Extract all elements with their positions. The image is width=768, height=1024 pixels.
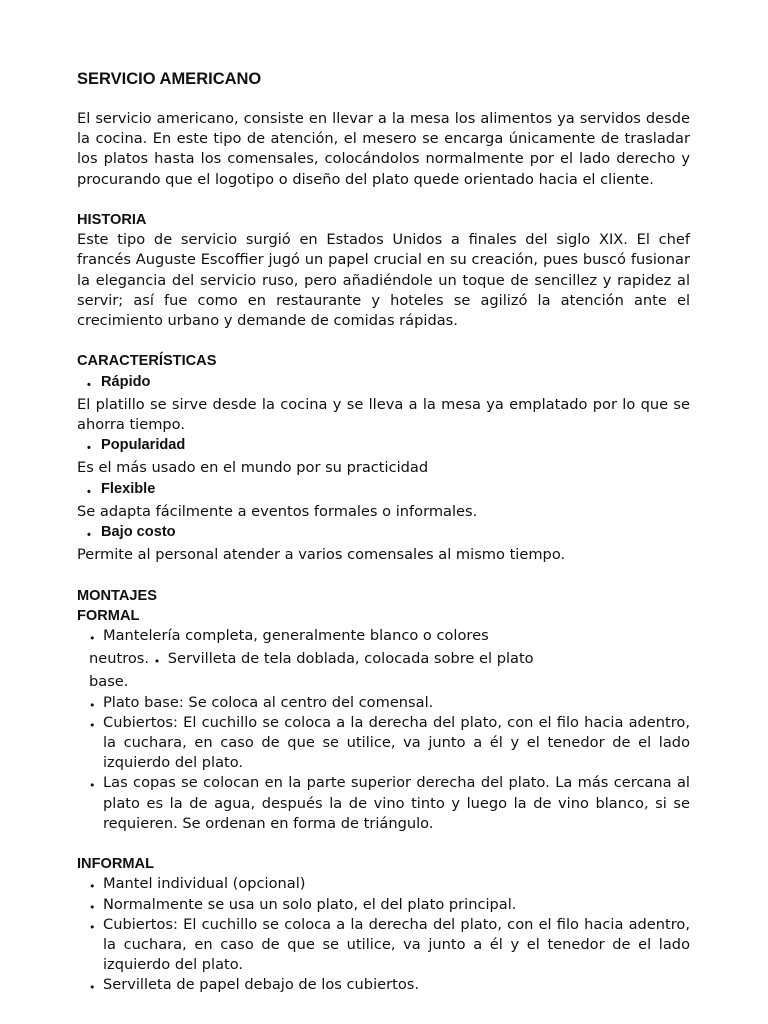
caracteristica-title: • Flexible [77, 479, 690, 502]
list-item: • Plato base: Se coloca al centro del comensal. [77, 693, 690, 713]
list-item: • Normalmente se usa un solo plato, el del plato principal. [77, 895, 690, 915]
caracteristicas-heading: CARACTERÍSTICAS [77, 353, 217, 370]
caracteristica-text: El platillo se sirve desde la cocina y se lleva a la mesa ya emplatado por lo que se ahorra tiempo. [77, 395, 690, 434]
informal-heading: INFORMAL [77, 856, 155, 873]
intro-paragraph: El servicio americano, consiste en llevar a la mesa los alimentos ya servidos desde la cocina. En este tipo de atención, el mesero se encarga únicamente de trasladar los platos hasta los comensales, colocándolos normalmente por el lado derecho y procurando que el logotipo o diseño del plato quede orientado hacia el cliente. [77, 110, 690, 188]
bullet-icon: • [87, 442, 91, 455]
caracteristica-text: Permite al personal atender a varios comensales al mismo tiempo. [77, 546, 566, 564]
list-item: • Cubiertos: El cuchillo se coloca a la derecha del plato, con el filo hacia adentro, la cuchara, en caso de que se utilice, va junto a él y el tenedor de el lado izquierdo del plato. [77, 713, 690, 774]
formal-list [77, 693, 690, 834]
list-item: • Servilleta de papel debajo de los cubiertos. [77, 975, 690, 995]
list-item: • Las copas se colocan en la parte superior derecha del plato. La más cercana al plato es la de agua, después la de vino tinto y luego la de vino blanco, si se requieren. Se ordenan en forma de triángulo. [77, 773, 690, 834]
bullet-icon: • [89, 632, 96, 646]
historia-paragraph: Este tipo de servicio surgió en Estados Unidos a finales del siglo XIX. El chef francés Auguste Escoffier jugó un papel crucial en su creación, pues buscó fusionar la elegancia del servicio ruso, pero añadiéndole un toque de sencillez y rapidez al servir; así fue como en restaurante y hoteles se agilizó la atención ante el crecimiento urbano y demande de comidas rápidas. [77, 231, 690, 330]
caracteristica-title: • Popularidad [77, 435, 690, 458]
list-item: • Mantel individual (opcional) [77, 874, 690, 894]
bullet-icon: • [87, 378, 91, 391]
caracteristica-text: Se adapta fácilmente a eventos formales o informales. [77, 502, 478, 520]
caracteristica-text: Es el más usado en el mundo por su practicidad [77, 459, 429, 477]
formal-heading: FORMAL [77, 607, 140, 624]
bullet-icon: • [87, 485, 91, 498]
document-page [77, 68, 690, 996]
historia-heading: HISTORIA [77, 212, 147, 228]
bullet-icon: • [87, 529, 91, 542]
bullet-icon: • [153, 655, 161, 669]
document-title: SERVICIO AMERICANO [77, 70, 262, 88]
caracteristica-title: • Rápido [77, 372, 690, 395]
informal-list [77, 874, 690, 995]
list-item: • Cubiertos: El cuchillo se coloca a la derecha del plato, con el filo hacia adentro, la cuchara, en caso de que se utilice, va junto a él y el tenedor de el lado izquierdo del plato. [77, 915, 690, 976]
montajes-heading: MONTAJES [77, 587, 158, 604]
formal-first-item: • Mantelería completa, generalmente blanco o colores neutros. • Servilleta de tela doblada, colocada sobre el plato base. [89, 627, 534, 691]
caracteristica-title: • Bajo costo [77, 522, 690, 545]
